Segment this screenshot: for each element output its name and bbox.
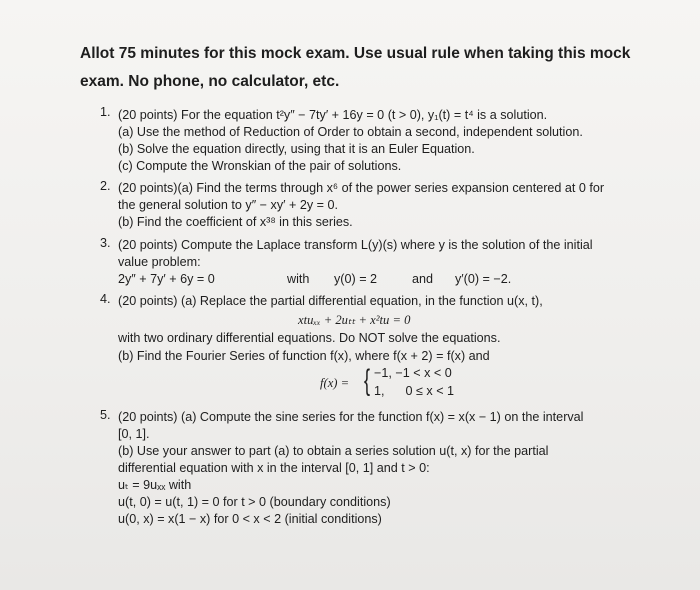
exam-instructions [80,40,660,96]
problem-2-part-b: (b) Find the coefficient of x³⁸ in this series. [118,215,353,229]
problem-1-statement: (20 points) For the equation t²y″ − 7ty′ + 16y = 0 (t > 0), y₁(t) = t⁴ is a solution. [118,108,548,122]
ivp-condition-1: y(0) = 2 [334,272,378,286]
piecewise-brace: { [364,364,371,397]
problem-1-number: 1. [100,105,111,119]
problem-4-pde: xtuₓₓ + 2uₜₜ + x²tu = 0 [298,313,411,327]
problem-3-statement: (20 points) Compute the Laplace transform L(y)(s) where y is the solution of the initial [118,238,593,252]
problem-5-line-4: differential equation with x in the interval [0, 1] and t > 0: [118,461,430,475]
ivp-equation: 2y″ + 7y′ + 6y = 0 [118,272,215,286]
problem-2-line-2: the general solution to y″ − xy′ + 2y = 0. [118,198,338,212]
problem-4-statement: (20 points) (a) Replace the partial differential equation, in the function u(x, t), [118,294,543,308]
problem-5-number: 5. [100,408,111,422]
problem-4-part-b: (b) Find the Fourier Series of function f(x), where f(x + 2) = f(x) and [118,349,490,363]
piecewise-case-2: 1, 0 ≤ x < 1 [374,384,455,398]
ivp-condition-2: y′(0) = −2. [455,272,512,286]
problem-2-number: 2. [100,179,111,193]
problem-2-statement: (20 points)(a) Find the terms through x⁶ of the power series expansion centered at 0 for [118,181,605,195]
problem-1-part-b: (b) Solve the equation directly, using that it is an Euler Equation. [118,142,475,156]
ivp-with: with [287,272,310,286]
problem-3-line-2: value problem: [118,255,201,269]
problem-3-number: 3. [100,236,111,250]
problem-5-interval: [0, 1]. [118,427,150,441]
problem-5-heat-equation: uₜ = 9uₓₓ with [118,478,192,492]
problem-4-number: 4. [100,292,111,306]
problem-5-part-b: (b) Use your answer to part (a) to obtain a series solution u(t, x) for the partial [118,444,549,458]
piecewise-lhs: f(x) = [320,376,350,390]
instructions-line-1: Allot 75 minutes for this mock exam. Use usual rule when taking this mock [80,45,631,62]
problem-1-part-c: (c) Compute the Wronskian of the pair of solutions. [118,159,402,173]
problem-5-initial-conditions: u(0, x) = x(1 − x) for 0 < x < 2 (initial conditions) [118,512,382,526]
instructions-line-2: exam. No phone, no calculator, etc. [80,73,340,90]
problem-5-statement: (20 points) (a) Compute the sine series for the function f(x) = x(x − 1) on the interval [118,410,584,424]
piecewise-case-1: −1, −1 < x < 0 [374,366,452,380]
problem-5-boundary-conditions: u(t, 0) = u(t, 1) = 0 for t > 0 (boundary conditions) [118,495,391,509]
problem-1-part-a: (a) Use the method of Reduction of Order to obtain a second, independent solution. [118,125,583,139]
ivp-and: and [412,272,434,286]
problem-4-line-2: with two ordinary differential equations. Do NOT solve the equations. [118,331,501,345]
